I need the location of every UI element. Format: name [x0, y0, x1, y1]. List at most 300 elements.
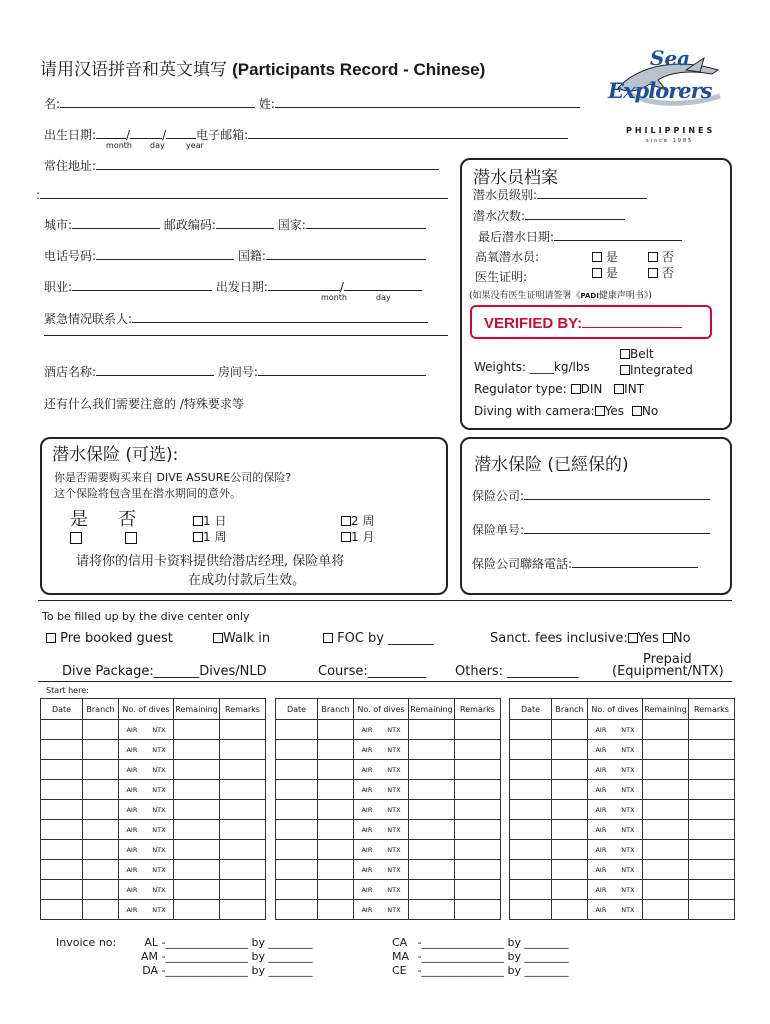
table-cell[interactable] — [318, 720, 354, 740]
foc-checkbox[interactable] — [323, 633, 333, 643]
table-cell[interactable] — [220, 800, 266, 820]
insurance-question-1: 你是否需要购买来自 DIVE ASSURE公司的保险? — [54, 471, 292, 484]
table-row[interactable] — [510, 840, 735, 860]
table-row[interactable] — [276, 840, 501, 860]
medical-yes-option[interactable] — [592, 264, 618, 281]
belt-checkbox[interactable] — [620, 349, 630, 359]
table-cell[interactable] — [83, 860, 119, 880]
table-cell[interactable] — [354, 800, 409, 820]
insurance-company-field[interactable] — [472, 487, 710, 504]
prebooked-option[interactable] — [46, 631, 173, 646]
sanct-yes-checkbox[interactable] — [628, 633, 638, 643]
table-cell[interactable] — [689, 760, 735, 780]
table-cell[interactable] — [83, 740, 119, 760]
table-cell[interactable] — [354, 900, 409, 920]
table-cell[interactable] — [220, 840, 266, 860]
invoice-am[interactable] — [136, 950, 312, 964]
nitrox-yes-checkbox[interactable] — [592, 252, 602, 262]
air-label: AIR — [126, 805, 138, 814]
table-cell[interactable] — [552, 860, 588, 880]
special-requests-label: 还有什么我们需要注意的 /特殊要求等 — [44, 397, 244, 411]
phone-row[interactable] — [44, 247, 426, 264]
ntx-label: NTX — [152, 745, 166, 754]
table-cell[interactable] — [276, 760, 318, 780]
table-cell[interactable] — [41, 740, 83, 760]
invoice-code: CA — [392, 936, 408, 949]
address-field[interactable] — [44, 157, 439, 174]
table-cell[interactable] — [643, 820, 689, 840]
ntx-label: NTX — [152, 885, 166, 894]
insurance-2week-checkbox[interactable] — [341, 516, 351, 526]
table-cell[interactable] — [276, 740, 318, 760]
table-cell[interactable] — [41, 860, 83, 880]
insurance-1week-option[interactable] — [193, 528, 226, 545]
insurance-no-checkbox[interactable] — [125, 532, 137, 544]
address-line2-field[interactable] — [36, 186, 448, 202]
medical-yes-checkbox[interactable] — [592, 268, 602, 278]
table-cell[interactable] — [174, 900, 220, 920]
table-cell[interactable] — [354, 840, 409, 860]
table-row[interactable] — [510, 760, 735, 780]
table-cell[interactable] — [643, 740, 689, 760]
table-row[interactable] — [41, 780, 266, 800]
table-cell[interactable] — [552, 900, 588, 920]
table-cell[interactable] — [510, 860, 552, 880]
table-cell[interactable] — [318, 900, 354, 920]
table-cell[interactable] — [455, 760, 501, 780]
table-cell[interactable] — [119, 820, 174, 840]
ntx-label: NTX — [152, 725, 166, 734]
insurance-1day-label: 1 日 — [203, 514, 227, 528]
table-cell[interactable] — [588, 780, 643, 800]
table-cell[interactable] — [455, 880, 501, 900]
table-cell[interactable] — [510, 800, 552, 820]
table-cell[interactable] — [409, 800, 455, 820]
table-cell[interactable] — [643, 780, 689, 800]
ntx-label: NTX — [152, 865, 166, 874]
invoice-ce[interactable] — [392, 964, 568, 978]
table-row[interactable] — [276, 780, 501, 800]
table-cell[interactable] — [409, 840, 455, 860]
dive-log-table-1[interactable] — [40, 698, 266, 920]
table-cell[interactable] — [409, 780, 455, 800]
insurance-1week-checkbox[interactable] — [193, 532, 203, 542]
table-cell[interactable] — [689, 820, 735, 840]
table-row[interactable] — [276, 740, 501, 760]
table-cell[interactable] — [409, 860, 455, 880]
camera-label: Diving with camera: — [474, 404, 595, 418]
table-row[interactable] — [276, 860, 501, 880]
table-cell[interactable] — [276, 860, 318, 880]
table-cell[interactable] — [689, 800, 735, 820]
table-cell[interactable] — [83, 760, 119, 780]
table-cell[interactable] — [276, 880, 318, 900]
table-cell[interactable] — [643, 860, 689, 880]
table-cell[interactable] — [510, 880, 552, 900]
table-cell[interactable] — [276, 720, 318, 740]
integrated-option[interactable] — [620, 363, 693, 377]
column-header: Remaining — [409, 699, 455, 720]
insurance-2week-option[interactable] — [341, 512, 374, 529]
table-cell[interactable] — [220, 820, 266, 840]
nitrox-no-checkbox[interactable] — [648, 252, 658, 262]
table-cell[interactable] — [276, 800, 318, 820]
medical-no-checkbox[interactable] — [648, 268, 658, 278]
table-cell[interactable] — [409, 760, 455, 780]
insurance-yes-checkbox[interactable] — [70, 532, 82, 544]
table-cell[interactable] — [220, 900, 266, 920]
gas-type — [354, 746, 408, 754]
invoice-line: -_______________ by ________ — [417, 964, 569, 977]
table-cell[interactable] — [643, 880, 689, 900]
table-cell[interactable] — [83, 900, 119, 920]
table-cell[interactable] — [174, 740, 220, 760]
table-cell[interactable] — [220, 880, 266, 900]
table-cell[interactable] — [276, 780, 318, 800]
table-cell[interactable] — [119, 860, 174, 880]
hotel-row[interactable] — [44, 363, 426, 380]
table-cell[interactable] — [318, 880, 354, 900]
invoice-al[interactable] — [136, 936, 312, 950]
table-cell[interactable] — [318, 740, 354, 760]
table-cell[interactable] — [354, 820, 409, 840]
table-row[interactable] — [41, 760, 266, 780]
table-cell[interactable] — [276, 840, 318, 860]
ntx-label: NTX — [621, 865, 635, 874]
table-cell[interactable] — [220, 720, 266, 740]
table-cell[interactable] — [510, 900, 552, 920]
foc-option[interactable] — [323, 631, 434, 646]
table-cell[interactable] — [174, 820, 220, 840]
table-row[interactable] — [510, 880, 735, 900]
table-cell[interactable] — [41, 760, 83, 780]
table-cell[interactable] — [276, 900, 318, 920]
dive-package-field[interactable]: Dive Package:_______Dives/NLD — [62, 664, 267, 679]
prebooked-checkbox[interactable] — [46, 633, 56, 643]
insurance-1month-option[interactable] — [341, 528, 374, 545]
city-row[interactable] — [44, 216, 426, 233]
nitrox-yes-option[interactable] — [592, 248, 618, 265]
walkin-label: Walk in — [223, 631, 271, 646]
gas-type — [588, 906, 642, 914]
table-row[interactable] — [510, 720, 735, 740]
table-cell[interactable] — [119, 740, 174, 760]
table-cell[interactable] — [689, 740, 735, 760]
table-cell[interactable] — [318, 800, 354, 820]
table-cell[interactable] — [643, 800, 689, 820]
emergency-contact-field[interactable] — [44, 310, 428, 327]
table-cell[interactable] — [588, 880, 643, 900]
diver-level-field[interactable] — [473, 186, 647, 203]
table-cell[interactable] — [318, 820, 354, 840]
table-cell[interactable] — [41, 720, 83, 740]
table-cell[interactable] — [174, 800, 220, 820]
page-title — [40, 55, 485, 80]
table-cell[interactable] — [643, 900, 689, 920]
table-row[interactable] — [276, 800, 501, 820]
insurance-1month-checkbox[interactable] — [341, 532, 351, 542]
table-row[interactable] — [510, 740, 735, 760]
dob-month-line — [96, 126, 126, 139]
table-cell[interactable] — [119, 880, 174, 900]
table-row[interactable] — [276, 720, 501, 740]
table-cell[interactable] — [552, 880, 588, 900]
table-cell[interactable] — [552, 820, 588, 840]
table-row[interactable] — [276, 900, 501, 920]
last-dive-field[interactable] — [478, 228, 682, 245]
regulator-row[interactable] — [474, 382, 644, 396]
insurance-phone-field[interactable] — [472, 555, 698, 572]
table-cell[interactable] — [83, 820, 119, 840]
table-row[interactable] — [41, 860, 266, 880]
medical-no-option[interactable] — [648, 264, 674, 281]
table-cell[interactable] — [588, 760, 643, 780]
table-row[interactable] — [276, 820, 501, 840]
camera-yes-checkbox[interactable] — [595, 406, 605, 416]
invoice-ca[interactable] — [392, 936, 568, 950]
table-cell[interactable] — [455, 860, 501, 880]
ntx-label: NTX — [152, 765, 166, 774]
table-cell[interactable] — [220, 860, 266, 880]
table-cell[interactable] — [455, 820, 501, 840]
ntx-label: NTX — [387, 805, 401, 814]
table-cell[interactable] — [41, 820, 83, 840]
table-cell[interactable] — [409, 880, 455, 900]
table-cell[interactable] — [689, 840, 735, 860]
air-label: AIR — [595, 725, 607, 734]
air-label: AIR — [126, 725, 138, 734]
walkin-checkbox[interactable] — [213, 633, 223, 643]
ntx-label: NTX — [387, 905, 401, 914]
sanct-no-checkbox[interactable] — [663, 633, 673, 643]
prepaid-equipment-label: (Equipment/NTX) — [612, 664, 724, 679]
gas-type — [354, 786, 408, 794]
gas-type — [354, 886, 408, 894]
table-cell[interactable] — [83, 720, 119, 740]
table-cell[interactable] — [174, 760, 220, 780]
table-row[interactable] — [41, 740, 266, 760]
logo-sea: Sea — [650, 46, 691, 70]
table-cell[interactable] — [689, 900, 735, 920]
nitrox-no-label: 否 — [661, 250, 674, 264]
insurance-1day-option[interactable] — [193, 512, 226, 529]
room-line — [258, 363, 426, 376]
gas-type — [119, 746, 173, 754]
table-cell[interactable] — [220, 760, 266, 780]
table-cell[interactable] — [588, 840, 643, 860]
prebooked-label: Pre booked guest — [60, 631, 173, 646]
gas-type — [588, 786, 642, 794]
table-cell[interactable] — [455, 780, 501, 800]
invoice-da[interactable] — [136, 964, 312, 978]
insurance-existing-heading: 潜水保险 (已經保的) — [474, 455, 629, 475]
address2-label: : — [36, 188, 41, 202]
table-cell[interactable] — [220, 780, 266, 800]
table-cell[interactable] — [588, 720, 643, 740]
dive-log-table-2[interactable] — [275, 698, 501, 920]
table-cell[interactable] — [220, 740, 266, 760]
verified-by-label: VERIFIED BY: — [484, 315, 583, 332]
table-cell[interactable] — [455, 840, 501, 860]
column-header: No. of dives — [119, 699, 174, 720]
table-cell[interactable] — [409, 820, 455, 840]
table-cell[interactable] — [174, 880, 220, 900]
table-cell[interactable] — [354, 720, 409, 740]
verified-by-box[interactable] — [470, 305, 712, 339]
table-cell[interactable] — [41, 840, 83, 860]
table-cell[interactable] — [83, 800, 119, 820]
table-cell[interactable] — [588, 860, 643, 880]
given-name-field[interactable] — [44, 95, 580, 112]
table-cell[interactable] — [510, 740, 552, 760]
table-cell[interactable] — [318, 780, 354, 800]
walkin-option[interactable] — [213, 631, 270, 646]
table-cell[interactable] — [119, 720, 174, 740]
integrated-checkbox[interactable] — [620, 365, 630, 375]
table-row[interactable] — [41, 880, 266, 900]
table-cell[interactable] — [41, 880, 83, 900]
ntx-label: NTX — [387, 825, 401, 834]
table-cell[interactable] — [643, 760, 689, 780]
logo-since: since 1985 — [646, 138, 694, 144]
table-row[interactable] — [510, 800, 735, 820]
table-cell[interactable] — [552, 800, 588, 820]
table-cell[interactable] — [643, 720, 689, 740]
insurance-phone-line — [572, 555, 698, 568]
table-row[interactable] — [41, 720, 266, 740]
table-cell[interactable] — [409, 720, 455, 740]
camera-no-checkbox[interactable] — [632, 406, 642, 416]
table-row[interactable] — [510, 820, 735, 840]
invoice-right-column[interactable] — [392, 936, 568, 978]
table-cell[interactable] — [354, 880, 409, 900]
table-row[interactable] — [276, 880, 501, 900]
table-row[interactable] — [41, 800, 266, 820]
table-cell[interactable] — [119, 900, 174, 920]
dive-log-table-3[interactable] — [509, 698, 735, 920]
table-cell[interactable] — [510, 760, 552, 780]
table-cell[interactable] — [119, 800, 174, 820]
table-cell[interactable] — [689, 720, 735, 740]
table-cell[interactable] — [41, 780, 83, 800]
departure-month-line — [268, 278, 340, 291]
table-cell[interactable] — [552, 740, 588, 760]
phone-line — [96, 247, 234, 260]
table-cell[interactable] — [510, 840, 552, 860]
table-cell[interactable] — [174, 720, 220, 740]
insurance-policy-field[interactable] — [472, 521, 710, 538]
invoice-ma[interactable] — [392, 950, 568, 964]
table-cell[interactable] — [83, 840, 119, 860]
table-cell[interactable] — [318, 860, 354, 880]
table-cell[interactable] — [174, 780, 220, 800]
sanct-fees-row[interactable] — [490, 631, 691, 646]
table-cell[interactable] — [552, 720, 588, 740]
table-row[interactable] — [41, 820, 266, 840]
table-cell[interactable] — [689, 880, 735, 900]
table-cell[interactable] — [83, 780, 119, 800]
invoice-left-column[interactable] — [136, 936, 312, 978]
table-cell[interactable] — [276, 820, 318, 840]
occupation-row[interactable] — [44, 278, 422, 295]
table-cell[interactable] — [354, 780, 409, 800]
table-cell[interactable] — [174, 860, 220, 880]
table-cell[interactable] — [510, 820, 552, 840]
table-row[interactable] — [510, 900, 735, 920]
din-checkbox[interactable] — [571, 384, 581, 394]
emergency-line2[interactable] — [44, 335, 448, 336]
table-cell[interactable] — [409, 740, 455, 760]
dive-count-field[interactable] — [473, 207, 625, 224]
table-cell[interactable] — [318, 760, 354, 780]
table-cell[interactable] — [455, 720, 501, 740]
table-cell[interactable] — [354, 860, 409, 880]
camera-row[interactable] — [474, 404, 658, 418]
nitrox-label: 高氧潜水员: — [475, 250, 540, 264]
others-field[interactable]: Others: ___________ — [455, 664, 579, 679]
table-row[interactable] — [510, 780, 735, 800]
table-cell[interactable] — [409, 900, 455, 920]
table-cell[interactable] — [354, 740, 409, 760]
ntx-label: NTX — [621, 905, 635, 914]
course-field[interactable]: Course:_________ — [318, 664, 427, 679]
table-cell[interactable] — [643, 840, 689, 860]
table-cell[interactable] — [455, 740, 501, 760]
table-cell[interactable] — [552, 780, 588, 800]
table-row[interactable] — [510, 860, 735, 880]
table-cell[interactable] — [318, 840, 354, 860]
nationality-line — [266, 247, 426, 260]
table-cell[interactable] — [455, 900, 501, 920]
table-cell[interactable] — [83, 880, 119, 900]
table-cell[interactable] — [455, 800, 501, 820]
table-row[interactable] — [276, 760, 501, 780]
table-cell[interactable] — [174, 840, 220, 860]
table-cell[interactable] — [119, 840, 174, 860]
last-dive-line — [554, 228, 682, 241]
table-cell[interactable] — [41, 800, 83, 820]
invoice-code: CE — [392, 964, 407, 977]
int-checkbox[interactable] — [614, 384, 624, 394]
ntx-label: NTX — [152, 905, 166, 914]
departure-sep: / — [339, 280, 344, 294]
table-cell[interactable] — [119, 780, 174, 800]
surname-label: 姓: — [258, 97, 275, 111]
table-cell[interactable] — [41, 900, 83, 920]
medical-yes-label: 是 — [605, 266, 618, 280]
table-cell[interactable] — [689, 780, 735, 800]
belt-option[interactable] — [620, 347, 654, 361]
table-row[interactable] — [41, 900, 266, 920]
table-cell[interactable] — [552, 760, 588, 780]
table-cell[interactable] — [552, 840, 588, 860]
table-cell[interactable] — [119, 760, 174, 780]
table-cell[interactable] — [588, 740, 643, 760]
ntx-label: NTX — [621, 765, 635, 774]
ntx-label: NTX — [621, 785, 635, 794]
table-cell[interactable] — [354, 760, 409, 780]
table-row[interactable] — [41, 840, 266, 860]
table-cell[interactable] — [510, 720, 552, 740]
table-cell[interactable] — [588, 820, 643, 840]
insurance-1day-checkbox[interactable] — [193, 516, 203, 526]
table-cell[interactable] — [510, 780, 552, 800]
table-cell[interactable] — [588, 900, 643, 920]
nitrox-no-option[interactable] — [648, 248, 674, 265]
table-cell[interactable] — [689, 860, 735, 880]
table-cell[interactable] — [588, 800, 643, 820]
insurance-company-label: 保险公司: — [472, 489, 525, 503]
